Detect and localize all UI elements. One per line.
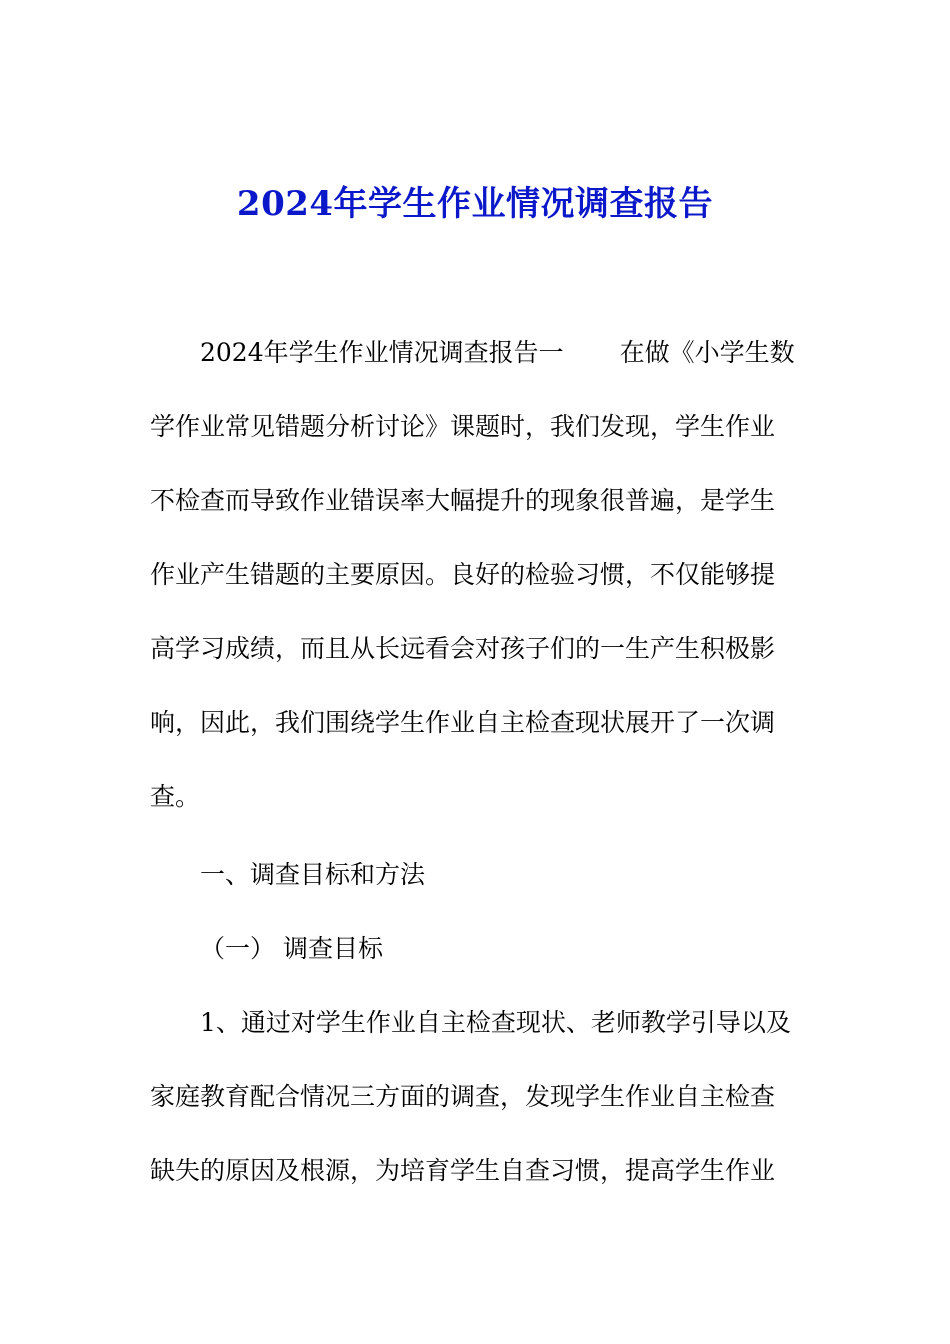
subsection-heading	[150, 912, 800, 986]
paragraph-goal-1	[150, 986, 800, 1208]
paragraph-line: 响，因此，我们围绕学生作业自主检查现状展开了一次调	[150, 708, 776, 737]
paragraph-line: 家庭教育配合情况三方面的调查，发现学生作业自主检查	[150, 1082, 776, 1111]
paragraph-line: 不检查而导致作业错误率大幅提升的现象很普遍，是学生	[150, 486, 776, 515]
section-heading	[150, 838, 800, 912]
paragraph-line: 一、调查目标和方法	[200, 860, 426, 889]
paragraph-line: 学作业常见错题分析讨论》课题时，我们发现，学生作业	[150, 412, 776, 441]
paragraph-intro	[150, 316, 800, 834]
paragraph-line: 查。	[150, 782, 201, 811]
paragraph-line: 作业产生错题的主要原因。良好的检验习惯，不仅能够提	[150, 560, 776, 589]
document-title: 2024年学生作业情况调查报告	[236, 184, 714, 224]
paragraph-line: 高学习成绩，而且从长远看会对孩子们的一生产生积极影	[150, 634, 776, 663]
paragraph-line: （一） 调查目标	[200, 934, 383, 963]
paragraph-line: 缺失的原因及根源，为培育学生自查习惯，提高学生作业	[150, 1156, 776, 1185]
paragraph-line: 2024年学生作业情况调查报告一 在做《小学生数	[200, 338, 795, 367]
paragraph-line: 1、通过对学生作业自主检查现状、老师教学引导以及	[200, 1008, 791, 1037]
